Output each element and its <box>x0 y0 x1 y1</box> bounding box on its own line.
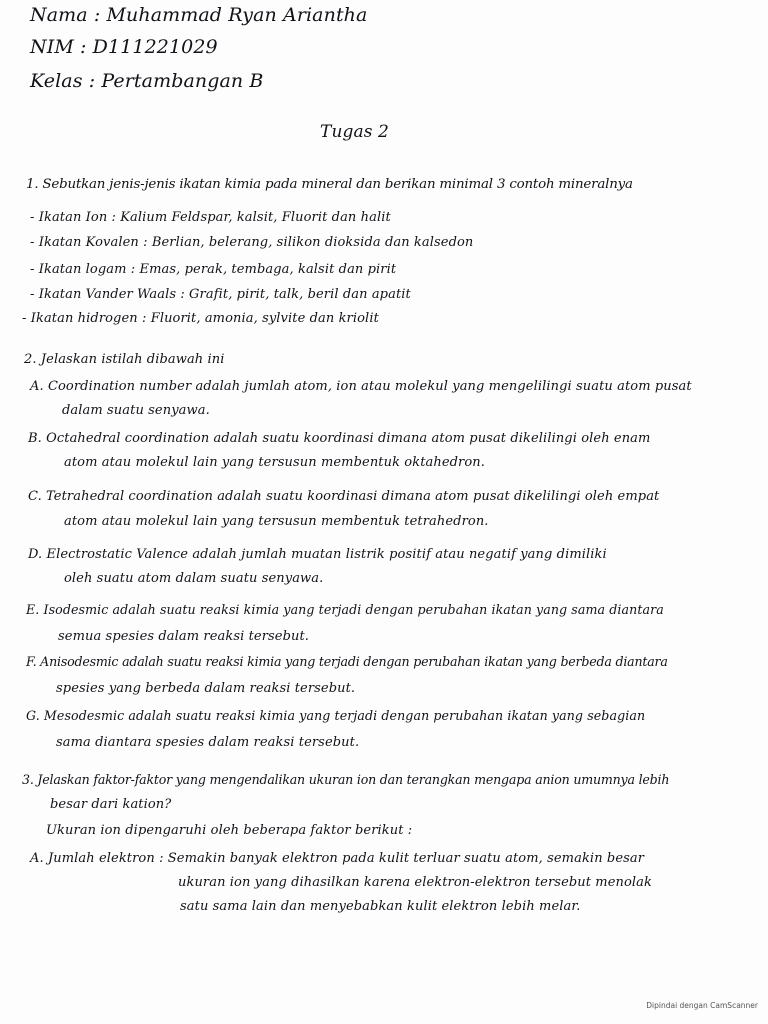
q1-item-kovalen: - Ikatan Kovalen : Berlian, belerang, silikon dioksida dan kalsedon <box>30 235 474 250</box>
q2-e-line1: E. Isodesmic adalah suatu reaksi kimia yang terjadi dengan perubahan ikatan yang sama diantara <box>26 602 664 617</box>
q2-g-line1: G. Mesodesmic adalah suatu reaksi kimia yang terjadi dengan perubahan ikatan yang sebagian <box>26 708 646 723</box>
header-nama: Nama : Muhammad Ryan Ariantha <box>30 4 368 26</box>
camscanner-watermark: Dipindai dengan CamScanner <box>646 1001 758 1010</box>
q3-a-line1: A. Jumlah elektron : Semakin banyak elektron pada kulit terluar suatu atom, semakin besar <box>30 851 645 866</box>
q3-intro: Ukuran ion dipengaruhi oleh beberapa faktor berikut : <box>46 823 413 838</box>
q2-g-line2: sama diantara spesies dalam reaksi tersebut. <box>56 735 360 750</box>
q3-a-line3: satu sama lain dan menyebabkan kulit elektron lebih melar. <box>180 899 581 914</box>
q2-f-line2: spesies yang berbeda dalam reaksi tersebut. <box>56 681 356 696</box>
q1-question: 1. Sebutkan jenis-jenis ikatan kimia pada mineral dan berikan minimal 3 contoh mineralnya <box>26 177 633 192</box>
q2-a-line2: dalam suatu senyawa. <box>62 403 210 418</box>
q2-e-line2: semua spesies dalam reaksi tersebut. <box>58 629 310 644</box>
q2-b-line2: atom atau molekul lain yang tersusun membentuk oktahedron. <box>64 455 486 470</box>
q2-c-line1: C. Tetrahedral coordination adalah suatu koordinasi dimana atom pusat dikelilingi oleh empat <box>28 489 660 504</box>
q2-question: 2. Jelaskan istilah dibawah ini <box>24 352 225 367</box>
q1-item-hidrogen: - Ikatan hidrogen : Fluorit, amonia, sylvite dan kriolit <box>22 311 379 326</box>
q1-item-vanderwaals: - Ikatan Vander Waals : Grafit, pirit, talk, beril dan apatit <box>30 287 411 302</box>
q2-d-line2: oleh suatu atom dalam suatu senyawa. <box>64 571 324 586</box>
q2-c-line2: atom atau molekul lain yang tersusun membentuk tetrahedron. <box>64 514 489 529</box>
q2-b-line1: B. Octahedral coordination adalah suatu koordinasi dimana atom pusat dikelilingi oleh enam <box>28 431 651 446</box>
q1-item-ion: - Ikatan Ion : Kalium Feldspar, kalsit, Fluorit dan halit <box>30 210 391 225</box>
header-kelas: Kelas : Pertambangan B <box>30 70 264 92</box>
q2-f-line1: F. Anisodesmic adalah suatu reaksi kimia yang terjadi dengan perubahan ikatan yang berbeda diantara <box>26 654 668 669</box>
q1-item-logam: - Ikatan logam : Emas, perak, tembaga, kalsit dan pirit <box>30 262 397 277</box>
header-nim: NIM : D111221029 <box>30 36 218 58</box>
q2-d-line1: D. Electrostatic Valence adalah jumlah muatan listrik positif atau negatif yang dimiliki <box>28 547 607 562</box>
q2-a-line1: A. Coordination number adalah jumlah atom, ion atau molekul yang mengelilingi suatu atom pusat <box>30 379 692 394</box>
page-title: Tugas 2 <box>320 122 389 142</box>
q3-question-line1: 3. Jelaskan faktor-faktor yang mengendalikan ukuran ion dan terangkan mengapa anion umumnya lebih <box>22 772 670 787</box>
q3-question-line2: besar dari kation? <box>50 797 172 812</box>
q3-a-line2: ukuran ion yang dihasilkan karena elektron-elektron tersebut menolak <box>178 875 653 890</box>
